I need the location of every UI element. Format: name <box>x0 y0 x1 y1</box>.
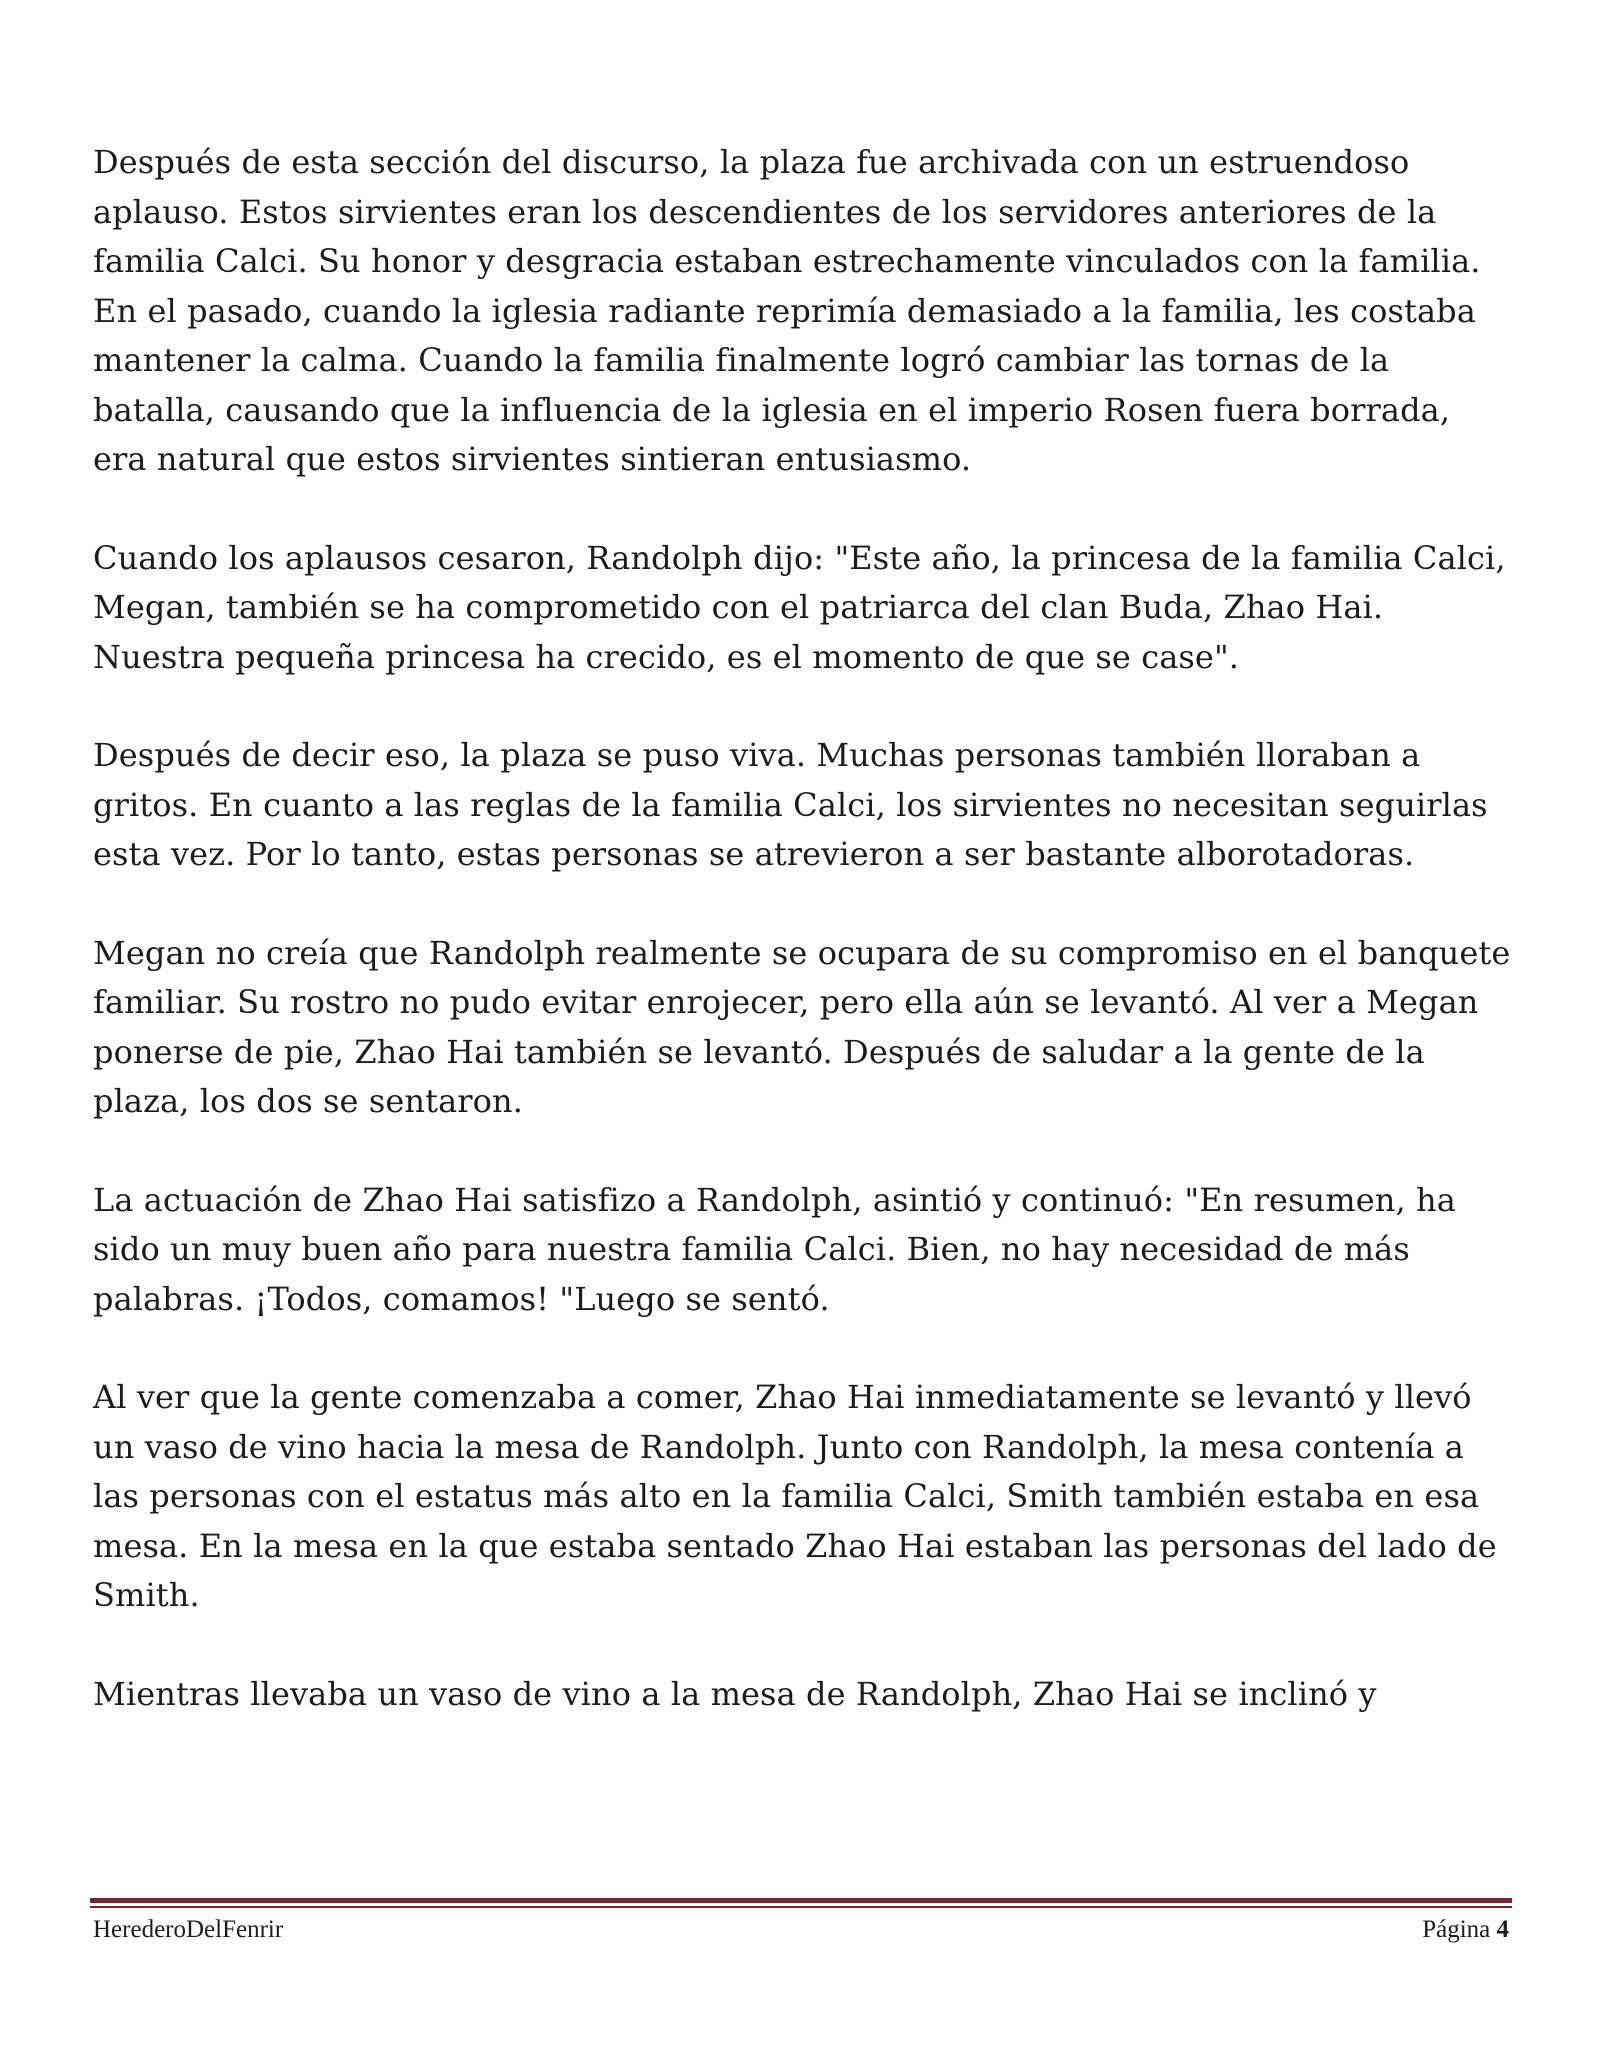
footer-page-label: Página <box>1422 1916 1491 1943</box>
footer-page-indicator <box>1422 1916 1509 1944</box>
paragraph: Mientras llevaba un vaso de vino a la mesa de Randolph, Zhao Hai se inclinó y <box>93 1674 1377 1713</box>
paragraph: Después de decir eso, la plaza se puso viva. Muchas personas también lloraban a gritos. En cuanto a las reglas de la familia Calci, los sirvientes no necesitan seguirlas esta vez. Por lo tanto, estas personas se atrevieron a ser bastante alborotadoras. <box>93 736 1488 873</box>
footer-rule-thick <box>90 1898 1512 1903</box>
page-footer <box>93 1916 1509 1952</box>
paragraph: Megan no creía que Randolph realmente se ocupara de su compromiso en el banquete familiar. Su rostro no pudo evitar enrojecer, pero ella aún se levantó. Al ver a Megan ponerse de pie, Zhao Hai también se levantó. Después de saludar a la gente de la plaza, los dos se sentaron. <box>93 933 1511 1120</box>
footer-author: HerederoDelFenrir <box>93 1916 284 1943</box>
page-body <box>93 138 1513 1768</box>
footer-page-number: 4 <box>1496 1916 1509 1943</box>
paragraph: Después de esta sección del discurso, la plaza fue archivada con un estruendoso aplauso. Estos sirvientes eran los descendientes de los servidores anteriores de la familia Calci. Su honor y desgracia estaban estrechamente vinculados con la familia. En el pasado, cuando la iglesia radiante reprimía demasiado a la familia, les costaba mantener la calma. Cuando la familia finalmente logró cambiar las tornas de la batalla, causando que la influencia de la iglesia en el imperio Rosen fuera borrada, era natural que estos sirvientes sintieran entusiasmo. <box>93 143 1481 478</box>
footer-rule <box>90 1898 1512 1909</box>
footer-rule-thin <box>90 1906 1512 1908</box>
paragraph: La actuación de Zhao Hai satisfizo a Randolph, asintió y continuó: "En resumen, ha sido un muy buen año para nuestra familia Calci. Bien, no hay necesidad de más palabras. ¡Todos, comamos! "Luego se sentó. <box>93 1180 1456 1318</box>
paragraph: Cuando los aplausos cesaron, Randolph dijo: "Este año, la princesa de la familia Calci, Megan, también se ha comprometido con el patriarca del clan Buda, Zhao Hai. Nuestra pequeña princesa ha crecido, es el momento de que se case". <box>93 538 1506 676</box>
paragraph: Al ver que la gente comenzaba a comer, Zhao Hai inmediatamente se levantó y llevó un vaso de vino hacia la mesa de Randolph. Junto con Randolph, la mesa contenía a las personas con el estatus más alto en la familia Calci, Smith también estaba en esa mesa. En la mesa en la que estaba sentado Zhao Hai estaban las personas del lado de Smith. <box>93 1378 1497 1614</box>
